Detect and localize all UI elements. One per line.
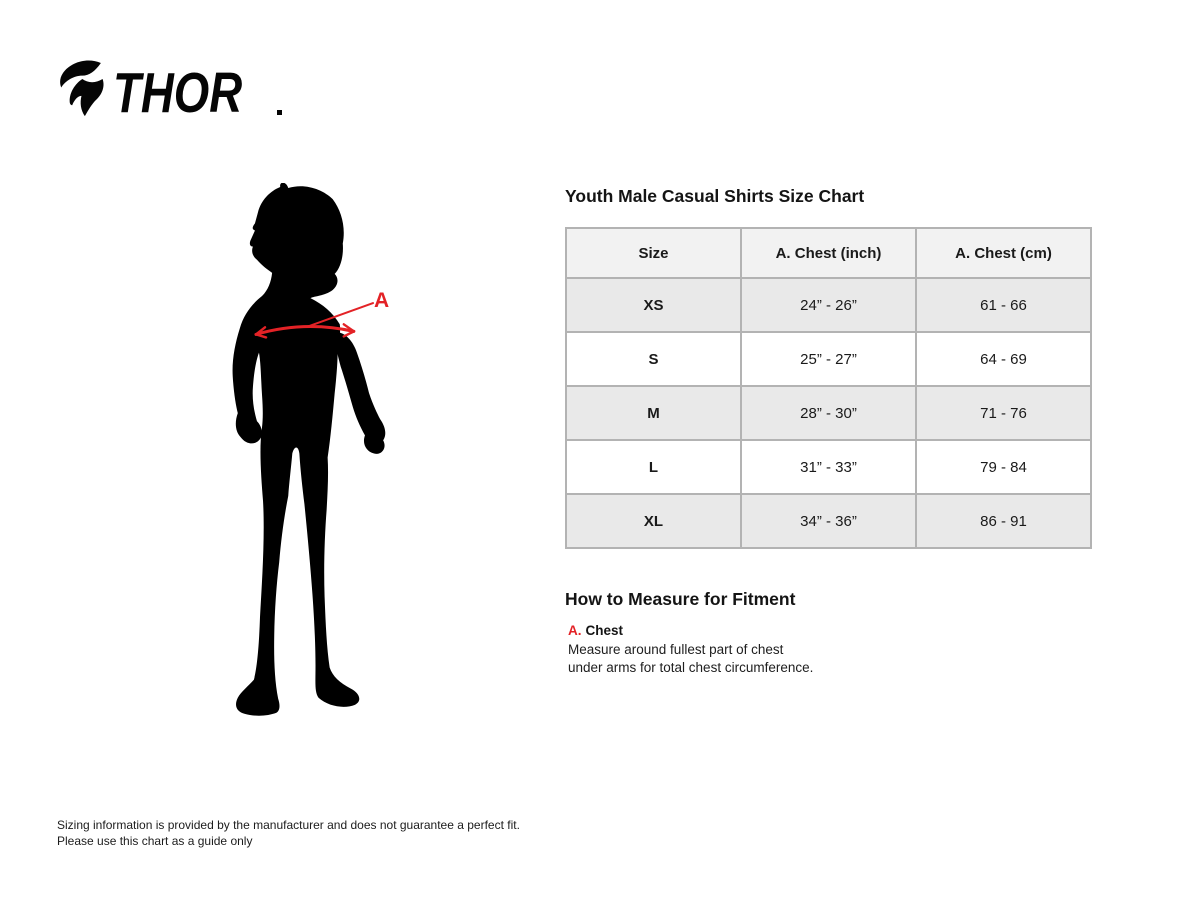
sizing-disclaimer [57, 817, 520, 849]
chest-inch-value: 28” - 30” [741, 386, 916, 440]
measure-item-key: A. [568, 623, 582, 638]
size-chart-table [565, 227, 1092, 549]
child-right-arm-silhouette [334, 332, 386, 454]
measure-point-a-label: A [374, 289, 390, 312]
table-row [566, 494, 1091, 548]
size-chart-title: Youth Male Casual Shirts Size Chart [565, 186, 865, 206]
chest-cm-value: 71 - 76 [916, 386, 1091, 440]
measure-item-label: Chest [585, 623, 624, 638]
table-row [566, 278, 1091, 332]
column-header-size: Size [566, 228, 741, 278]
table-row [566, 440, 1091, 494]
size-value: XL [566, 494, 741, 548]
child-body-silhouette [233, 183, 360, 716]
thor-goat-icon [57, 58, 111, 127]
thor-logo-text: THOR [113, 60, 243, 125]
measure-item-description: Measure around fullest part of chest under arms for total chest circumference. [568, 642, 814, 675]
measure-item-chest-title [568, 623, 623, 638]
child-silhouette-figure [225, 183, 403, 723]
thor-logo [57, 58, 274, 127]
table-row [566, 386, 1091, 440]
size-value: XS [566, 278, 741, 332]
chest-inch-value: 34” - 36” [741, 494, 916, 548]
table-row [566, 332, 1091, 386]
logo-trademark-dot [277, 110, 282, 115]
table-header-row [566, 228, 1091, 278]
chest-cm-value: 64 - 69 [916, 332, 1091, 386]
column-header-chest-inch: A. Chest (inch) [741, 228, 916, 278]
chest-inch-value: 25” - 27” [741, 332, 916, 386]
chest-inch-value: 31” - 33” [741, 440, 916, 494]
size-value: M [566, 386, 741, 440]
size-value: S [566, 332, 741, 386]
chest-cm-value: 86 - 91 [916, 494, 1091, 548]
disclaimer-line-1: Sizing information is provided by the manufacturer and does not guarantee a perfect fit. [57, 818, 520, 832]
size-value: L [566, 440, 741, 494]
chest-inch-value: 24” - 26” [741, 278, 916, 332]
size-chart-table-container [565, 227, 1092, 549]
disclaimer-line-2: Please use this chart as a guide only [57, 834, 253, 849]
how-to-measure-heading: How to Measure for Fitment [565, 589, 796, 609]
chest-cm-value: 61 - 66 [916, 278, 1091, 332]
column-header-chest-cm: A. Chest (cm) [916, 228, 1091, 278]
chest-cm-value: 79 - 84 [916, 440, 1091, 494]
